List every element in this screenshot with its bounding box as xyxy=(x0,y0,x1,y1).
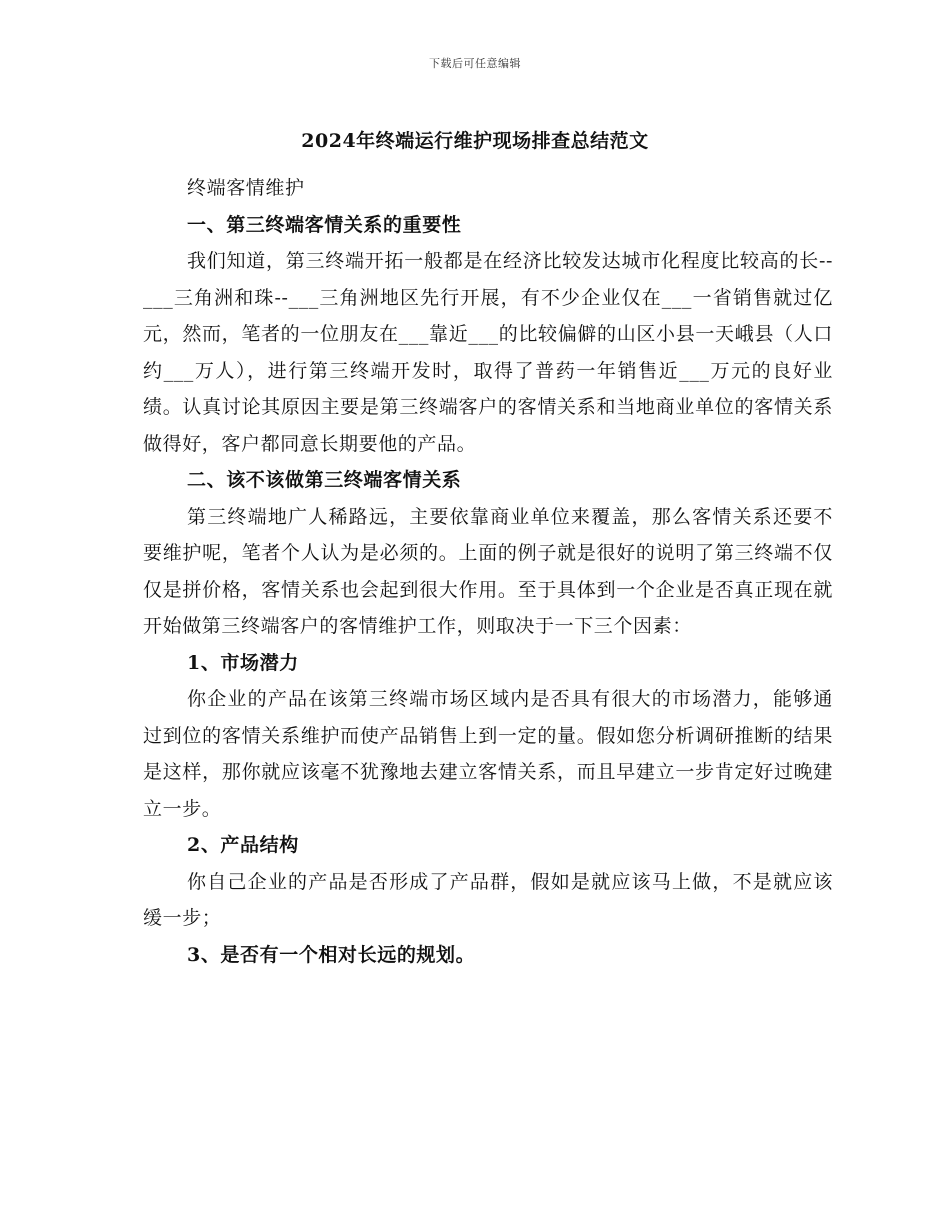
document-body xyxy=(143,170,833,973)
paragraph-1: 我们知道，第三终端开拓一般都是在经济比较发达城市化程度比较高的长--___三角洲和珠--___三角洲地区先行开展，有不少企业仅在___一省销售就过亿元，然而，笔者的一位朋友在___靠近___的比较偏僻的山区小县一天峨县（人口约___万人），进行第三终端开发时，取得了普药一年销售近___万元的良好业绩。认真讨论其原因主要是第三终端客户的客情关系和当地商业单位的客情关系做得好，客户都同意长期要他的产品。 xyxy=(143,250,833,455)
subheading-long-term-plan: 3、是否有一个相对长远的规划。 xyxy=(187,943,476,966)
intro-line: 终端客情维护 xyxy=(187,177,305,199)
subheading-product-structure: 2、产品结构 xyxy=(187,834,299,856)
paragraph-4: 你自己企业的产品是否形成了产品群，假如是就应该马上做，不是就应该缓一步； xyxy=(143,870,833,929)
paragraph-2: 第三终端地广人稀路远，主要依靠商业单位来覆盖，那么客情关系还要不要维护呢，笔者个人认为是必须的。上面的例子就是很好的说明了第三终端不仅仅是拼价格，客情关系也会起到很大作用。至于具体到一个企业是否真正现在就开始做第三终端客户的客情维护工作，则取决于一下三个因素： xyxy=(143,505,833,637)
header-note: 下载后可任意编辑 xyxy=(429,57,521,70)
paragraph-3: 你企业的产品在该第三终端市场区域内是否具有很大的市场潜力，能够通过到位的客情关系维护而使产品销售上到一定的量。假如您分析调研推断的结果是这样，那你就应该毫不犹豫地去建立客情关系，而且早建立一步肯定好过晚建立一步。 xyxy=(143,688,833,820)
document-title: 2024年终端运行维护现场排查总结范文 xyxy=(301,130,649,152)
subheading-market-potential: 1、市场潜力 xyxy=(187,651,299,674)
section-heading-2: 二、该不该做第三终端客情关系 xyxy=(187,469,462,491)
section-heading-1: 一、第三终端客情关系的重要性 xyxy=(187,213,462,236)
